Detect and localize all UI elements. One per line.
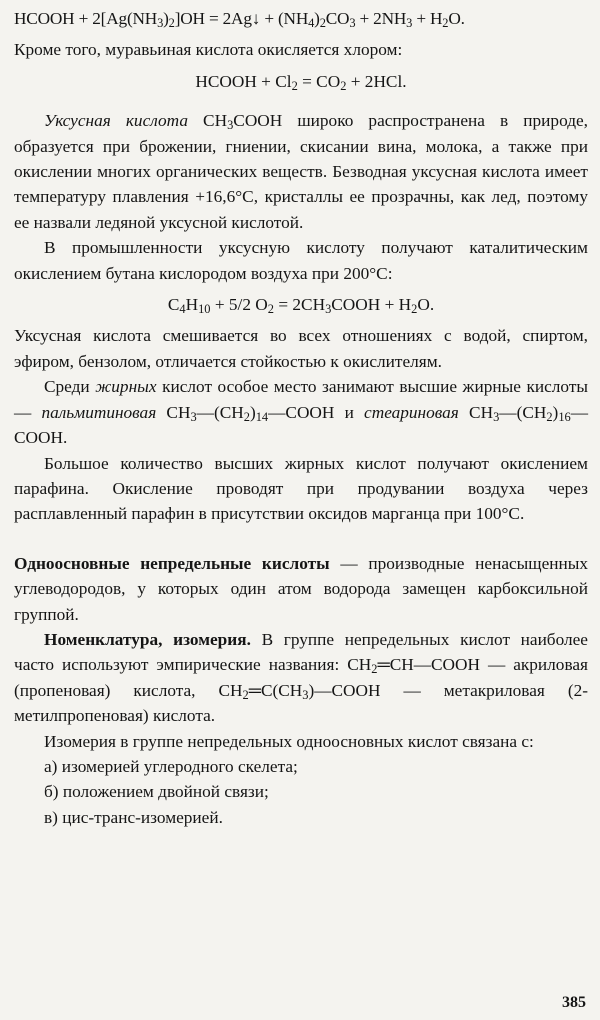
page-number: 385 xyxy=(562,994,586,1011)
list-item: в) цис-транс-изомерией. xyxy=(44,807,223,827)
paragraph-nomenclature: Номенклатура, изомерия. В группе непредельных кислот наиболее часто используют эмпирические названия: $CH_2═CH—COOH$ — акриловая (пропеновая) кислота, $CH_2═C(CH_3)—COOH$ — метакриловая (2-метилпропеновая) кислота. xyxy=(14,629,588,726)
list-item: б) положением двойной связи; xyxy=(44,782,269,802)
equation-silver-mirror: HCOOH + $2[Ag(NH_3)_2]OH$ = 2Ag↓ + $(NH_4)_2CO_3 + 2NH_3 + H_2O$. xyxy=(14,9,465,31)
paragraph-miscibility: Уксусная кислота смешивается во всех отношениях с водой, спиртом, эфиром, бензолом, отличается стойкостью к окислителям. xyxy=(14,326,588,371)
paragraph-fatty-acids: Среди жирных кислот особое место занимают высшие жирные кислоты — пальмитиновая $CH_3—(CH_2)_{14}—COOH$ и стеариновая $CH_3—(CH_2)_{16}—COOH$. xyxy=(14,377,589,448)
equation-chlorine: HCOOH + $Cl_2 = CO_2 + 2HCl$. xyxy=(195,71,407,93)
paragraph-unsaturated-acids: Одноосновные непредельные кислоты — производные ненасыщенных углеводородов, у которых один атом водорода замещен карбоксильной группой. xyxy=(14,553,588,624)
term-stearic: стеариновая xyxy=(364,402,459,422)
equation-butane-oxidation: $C_4H_{10} + 5/2$ $O_2$ = $2CH_3COOH + H_2O$. xyxy=(167,295,435,317)
term-unsaturated-acids: Одноосновные непредельные кислоты xyxy=(14,553,330,573)
list-item: а) изомерией углеродного скелета; xyxy=(44,756,298,776)
term-acetic-acid: Уксусная кислота xyxy=(44,111,188,131)
page-content xyxy=(14,6,588,830)
paragraph-isomerism: Изомерия в группе непредельных одноосновных кислот связана с: xyxy=(44,731,534,751)
paragraph-acetic-acid: Уксусная кислота $CH_3COOH$ широко распространена в природе, образуется при брожении, гниении, скисании вина, молока, а также при окислении многих органических веществ. Безводная уксусная кислота имеет температуру плавления +16,6°С, кристаллы ее прозрачны, как лед, поэтому ее назвали ледяной уксусной кислотой. xyxy=(14,111,588,232)
paragraph-chlorine-intro: Кроме того, муравьиная кислота окисляется хлором: xyxy=(14,40,403,60)
paragraph-industry: В промышленности уксусную кислоту получают каталитическим окислением бутана кислородом воздуха при 200°С: xyxy=(14,238,588,283)
heading-nomenclature: Номенклатура, изомерия. xyxy=(44,629,251,649)
term-fatty: жирных xyxy=(95,377,157,397)
paragraph-paraffin: Большое количество высших жирных кислот получают окислением парафина. Окисление проводят при продувании воздуха через расплавленный парафин в присутствии оксидов марганца при 100°С. xyxy=(14,453,588,524)
term-palmitic: пальмитиновая xyxy=(41,402,157,422)
